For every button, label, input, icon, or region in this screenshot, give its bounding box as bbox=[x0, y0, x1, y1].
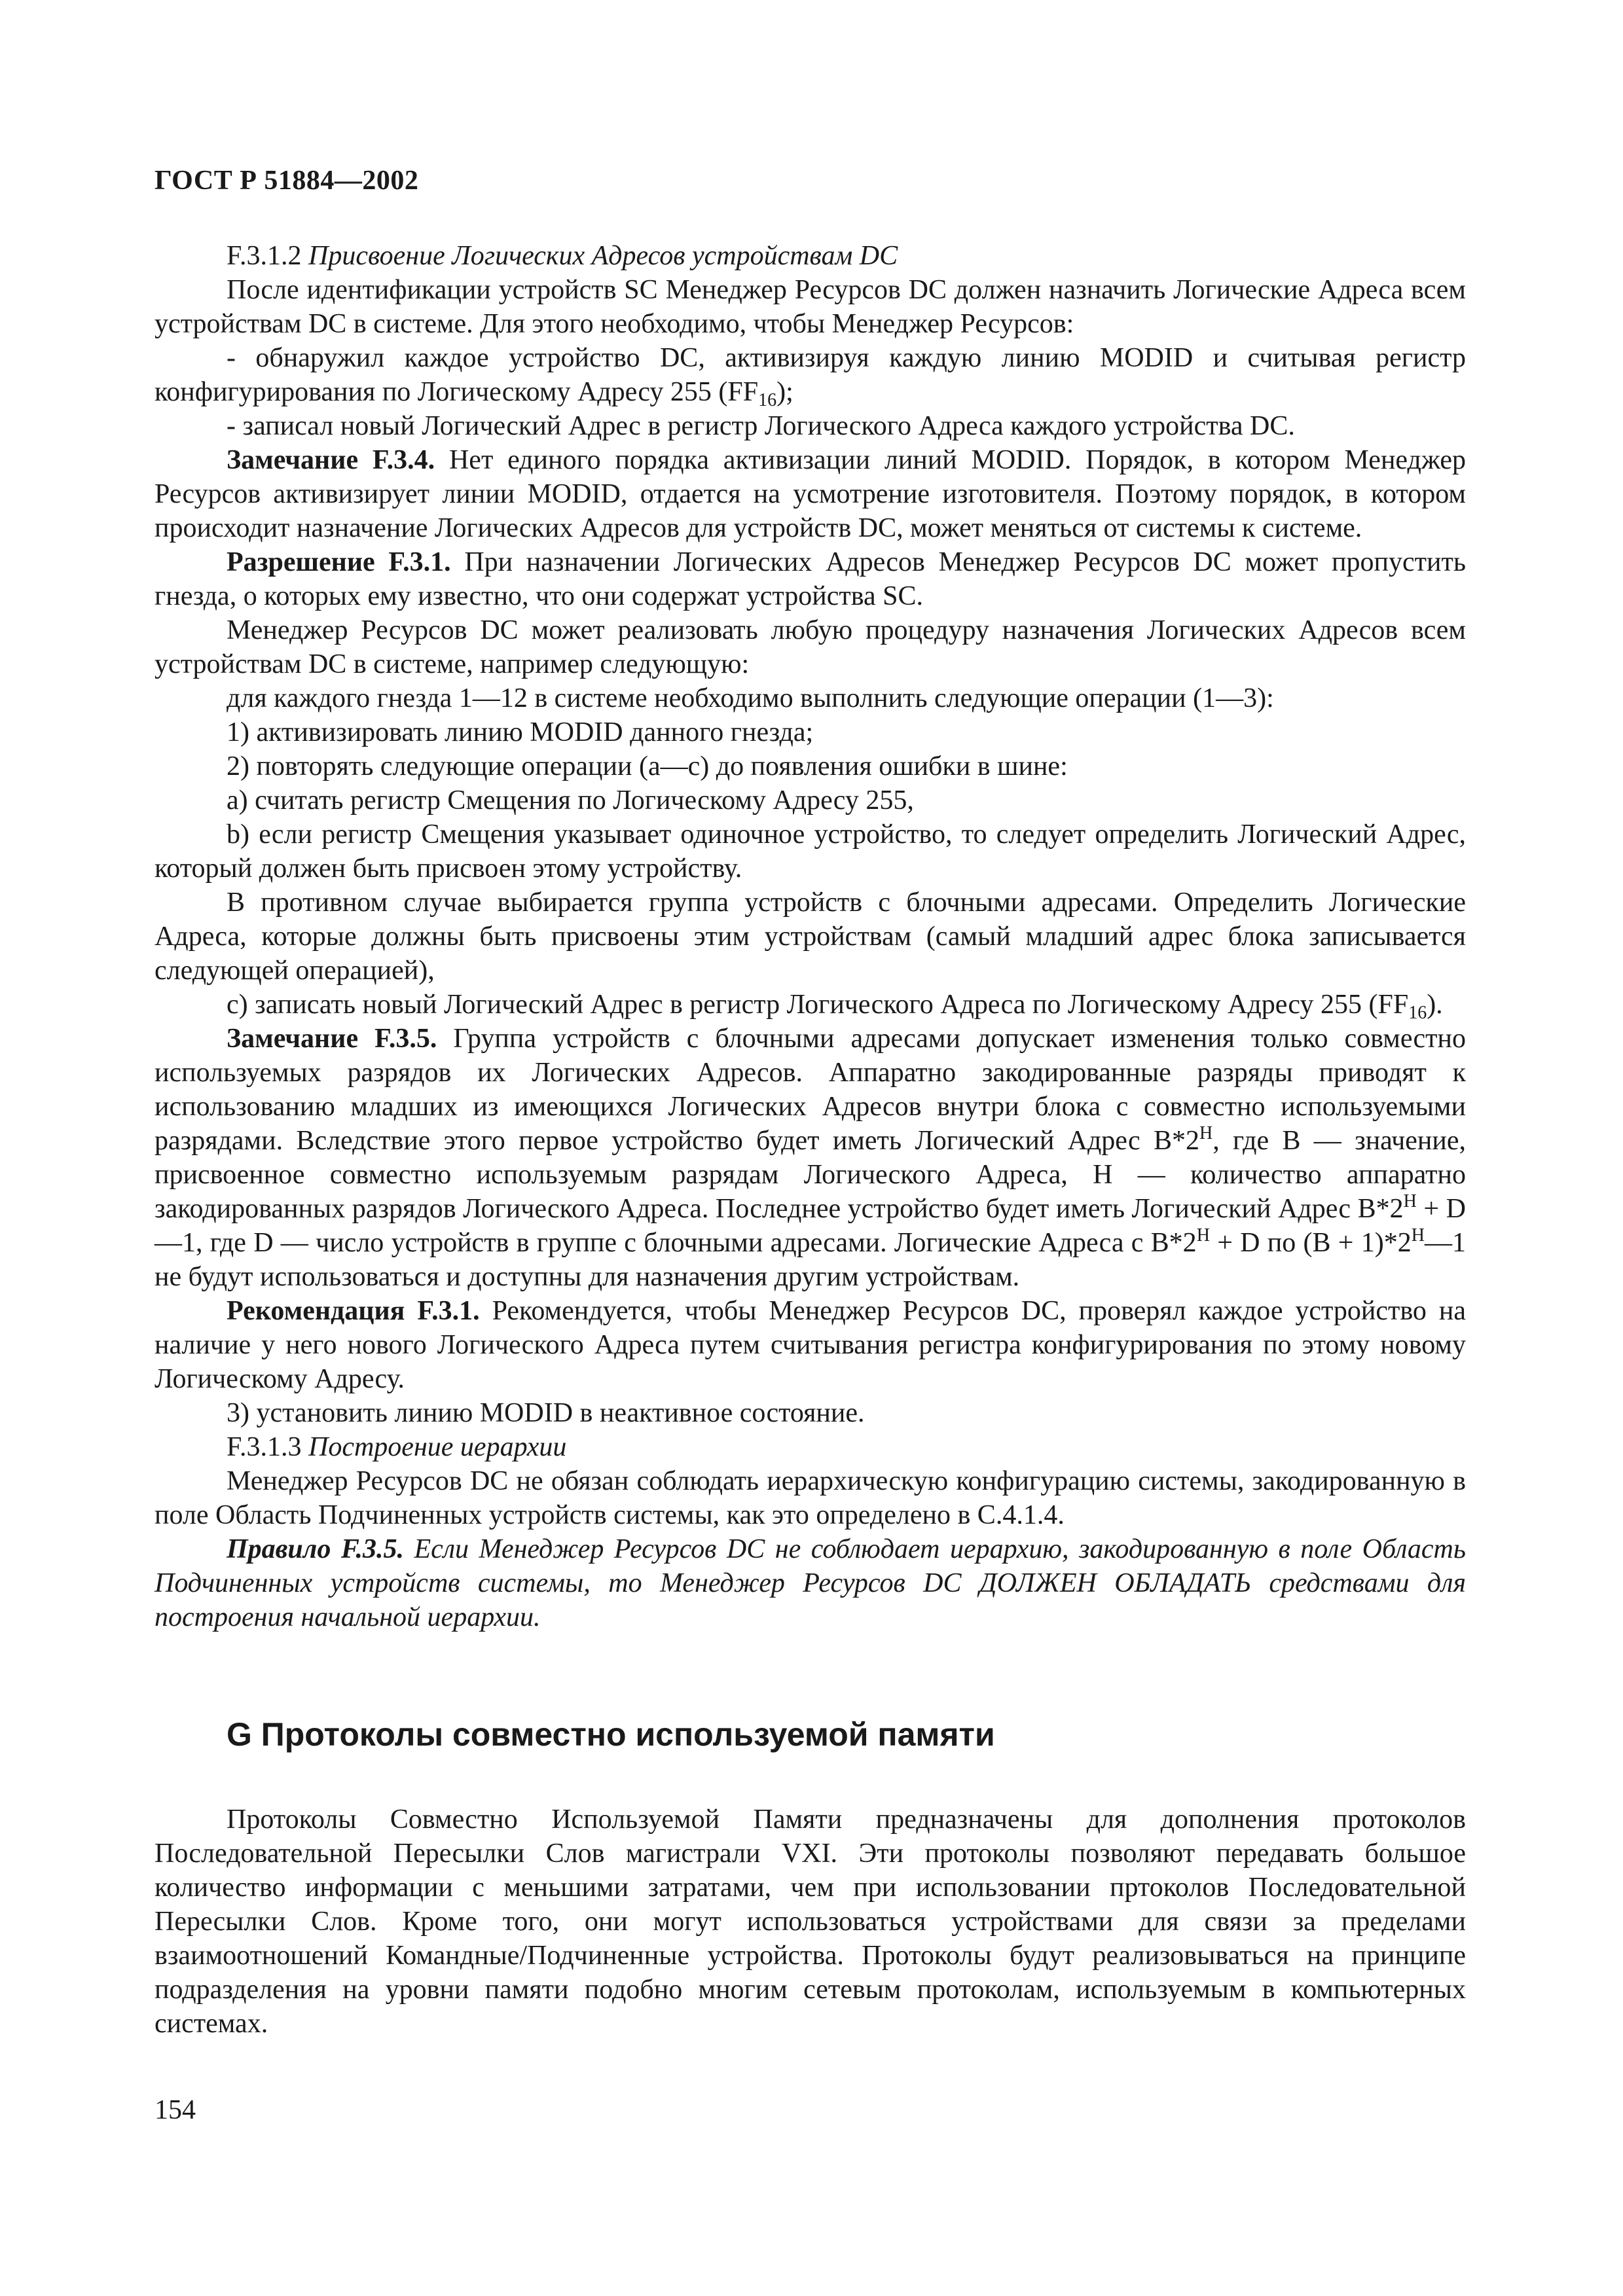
list-item: 2) повторять следующие операции (а—с) до появления ошибки в шине: bbox=[227, 751, 1068, 781]
paragraph: Менеджер Ресурсов DC не обязан соблюдать иерархическую конфигурацию системы, закодированную в поле Область Подчиненных устройств системы, как это определено в С.4.1.4. bbox=[155, 1466, 1466, 1530]
paragraph: Протоколы Совместно Используемой Памяти предназначены для дополнения протоколов Последовательной Пересылки Слов магистрали VXI. Эти протоколы позволяют передавать большое количество информации с меньшими затратами, чем при использовании пртоколов Последовательной Пересылки Слов. Кроме того, они могут использоваться устройствами для связи за пределами взаимоотношений Командные/Подчиненные устройства. Протоколы будут реализовываться на принципе подразделения на уровни памяти подобно многим сетевым протоколам, используемым в компьютерных системах. bbox=[155, 1804, 1466, 2039]
page-number: 154 bbox=[155, 2095, 196, 2125]
paragraph: Менеджер Ресурсов DC может реализовать любую процедуру назначения Логических Адресов всем устройствам DC в системе, например следующую: bbox=[155, 615, 1466, 679]
list-item: а) считать регистр Смещения по Логическому Адресу 255, bbox=[227, 785, 914, 816]
subsection-title: Построение иерархии bbox=[308, 1432, 567, 1462]
note-label: Замечание F.3.4. bbox=[227, 445, 435, 475]
list-item: с) записать новый Логический Адрес в регистр Логического Адреса по Логическому Адресу 255 $(FF_{16})$. bbox=[227, 990, 1443, 1023]
paragraph: В противном случае выбирается группа устройств с блочными адресами. Определить Логические Адреса, которые должны быть присвоены этим устройствам (самый младший адрес блока записывается следующей операцией), bbox=[155, 888, 1466, 986]
recommendation-label: Рекомендация F.3.1. bbox=[227, 1296, 480, 1326]
permission-f31: Разрешение F.3.1. При назначении Логических Адресов Менеджер Ресурсов DC может пропустить гнезда, о которых ему известно, что они содержат устройства SC. bbox=[155, 547, 1466, 611]
note-label: Замечание F.3.5. bbox=[227, 1024, 437, 1054]
permission-label: Разрешение F.3.1. bbox=[227, 547, 451, 577]
list-item: b) если регистр Смещения указывает одиночное устройство, то следует определить Логический Адрес, который должен быть присвоен этому устройству. bbox=[155, 819, 1466, 884]
section-f-body bbox=[155, 239, 1466, 1634]
rule-label: Правило F.3.5. bbox=[227, 1534, 404, 1564]
subsection-title: Присвоение Логических Адресов устройствам DC bbox=[308, 241, 898, 271]
list-item: 3) установить линию MODID в неактивное состояние. bbox=[227, 1398, 865, 1428]
recommendation-f31: Рекомендация F.3.1. Рекомендуется, чтобы Менеджер Ресурсов DC, проверял каждое устройство на наличие у него нового Логического Адреса путем считывания регистра конфигурирования по этому новому Логическому Адресу. bbox=[155, 1296, 1466, 1394]
paragraph: для каждого гнезда 1—12 в системе необходимо выполнить следующие операции (1—3): bbox=[227, 683, 1274, 713]
rule-f35: Правило F.3.5. Если Менеджер Ресурсов DC не соблюдает иерархию, закодированную в поле Область Подчиненных устройств системы, то Менеджер Ресурсов DC ДОЛЖЕН ОБЛАДАТЬ средствами для построения начальной иерархии. bbox=[155, 1534, 1466, 1632]
section-g-title: G Протоколы совместно используемой памяти bbox=[227, 1716, 995, 1753]
paragraph: После идентификации устройств SC Менеджер Ресурсов DC должен назначить Логические Адреса всем устройствам DC в системе. Для этого необходимо, чтобы Менеджер Ресурсов: bbox=[155, 275, 1466, 339]
list-item: 1) активизировать линию MODID данного гнезда; bbox=[227, 717, 814, 747]
paragraph: - обнаружил каждое устройство DC, активизируя каждую линию MODID и считывая регистр конфигурирования по Логическому Адресу 255 $(FF_{16})$; bbox=[155, 343, 1466, 410]
subsection-heading-f312: F.3.1.2 Присвоение Логических Адресов устройствам DC bbox=[227, 241, 898, 271]
note-f34: Замечание F.3.4. Нет единого порядка активизации линий MODID. Порядок, в котором Менеджер Ресурсов активизирует линии MODID, отдается на усмотрение изготовителя. Поэтому порядок, в котором происходит назначение Логических Адресов для устройств DC, может меняться от системы к системе. bbox=[155, 445, 1466, 543]
document-header: ГОСТ Р 51884—2002 bbox=[155, 166, 419, 196]
subsection-heading-f313: F.3.1.3 Построение иерархии bbox=[227, 1432, 567, 1462]
note-f35: Замечание F.3.5. Группа устройств с блочными адресами допускает изменения только совместно используемых разрядов их Логических Адресов. Аппаратно закодированные разряды приводят к использованию младших из имеющихся Логических Адресов внутри блока с совместно используемыми разрядами. Вследствие этого первое устройство будет иметь Логический Адрес $B*2^H$, где В — значение, присвоенное совместно используемым разрядам Логического Адреса, Н — количество аппаратно закодированных разрядов Логического Адреса. Последнее устройство будет иметь Логический Адрес $B*2^H$ + D—1, где D — число устройств в группе с блочными адресами. Логические Адреса с $B*2^H + D$ по $(В + 1)*2^H—1$ не будут использоваться и доступны для назначения другим устройствам. bbox=[155, 1024, 1466, 1292]
paragraph: - записал новый Логический Адрес в регистр Логического Адреса каждого устройства DC. bbox=[227, 411, 1295, 441]
section-g-body bbox=[155, 1803, 1466, 2041]
